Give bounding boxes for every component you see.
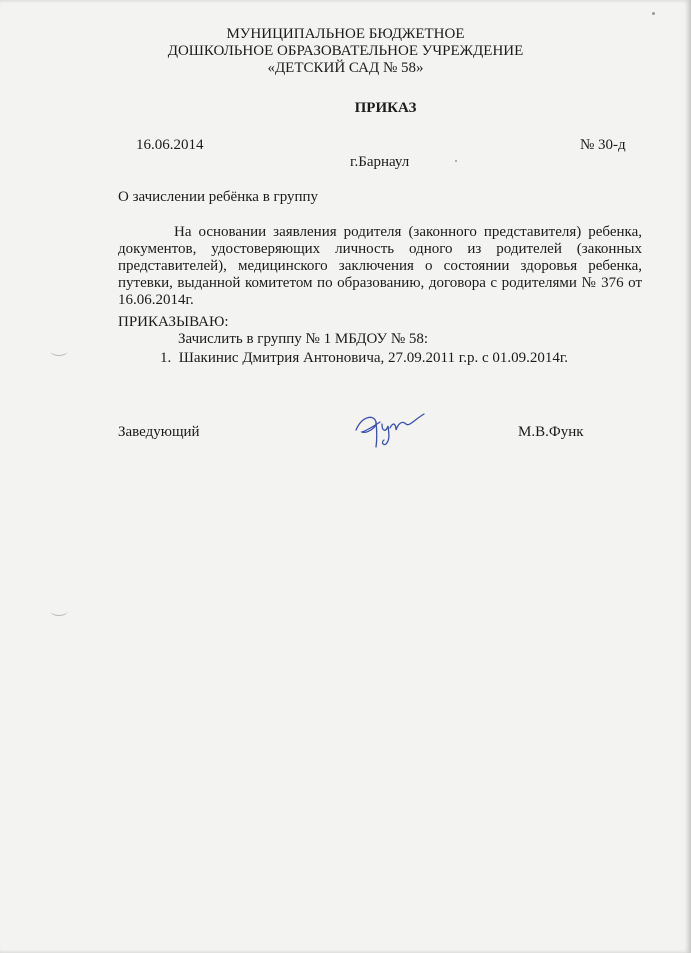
order-number: № 30-д [580,137,626,153]
list-item-text: Шакинис Дмитрия Антоновича, 27.09.2011 г.р. с 01.09.2014г. [178,350,569,366]
order-word: ПРИКАЗЫВАЮ: [118,314,229,330]
order-subject: О зачислении ребёнка в группу [118,189,319,205]
list-item-number: 1. [160,350,172,366]
org-name-line-2: ДОШКОЛЬНОЕ ОБРАЗОВАТЕЛЬНОЕ УЧРЕЖДЕНИЕ [167,43,524,59]
order-date: 16.06.2014 [136,137,204,153]
org-name-line-3: «ДЕТСКИЙ САД № 58» [267,60,424,76]
handwritten-signature [352,410,428,450]
signature-position: Заведующий [118,424,200,440]
enroll-line: Зачислить в группу № 1 МБДОУ № 58: [178,331,429,347]
scan-speck [652,12,655,15]
city: г.Барнаул [350,154,410,170]
signature-name: М.В.Функ [518,424,584,440]
punch-hole-mark [50,605,68,616]
scan-speck [455,160,457,162]
punch-hole-mark [50,345,68,356]
org-name-line-1: МУНИЦИПАЛЬНОЕ БЮДЖЕТНОЕ [226,26,465,42]
list-item [160,350,568,367]
document-title: ПРИКАЗ [354,100,417,116]
order-basis-paragraph: На основании заявления родителя (законного представителя) ребенка, документов, удостоверяющих личность одного из родителей (законных представителей), медицинского заключения о состоянии здоровья ребенка, путевки, выданной комитетом по образованию, договора с родителями № 376 от 16.06.2014г. [118,224,642,308]
